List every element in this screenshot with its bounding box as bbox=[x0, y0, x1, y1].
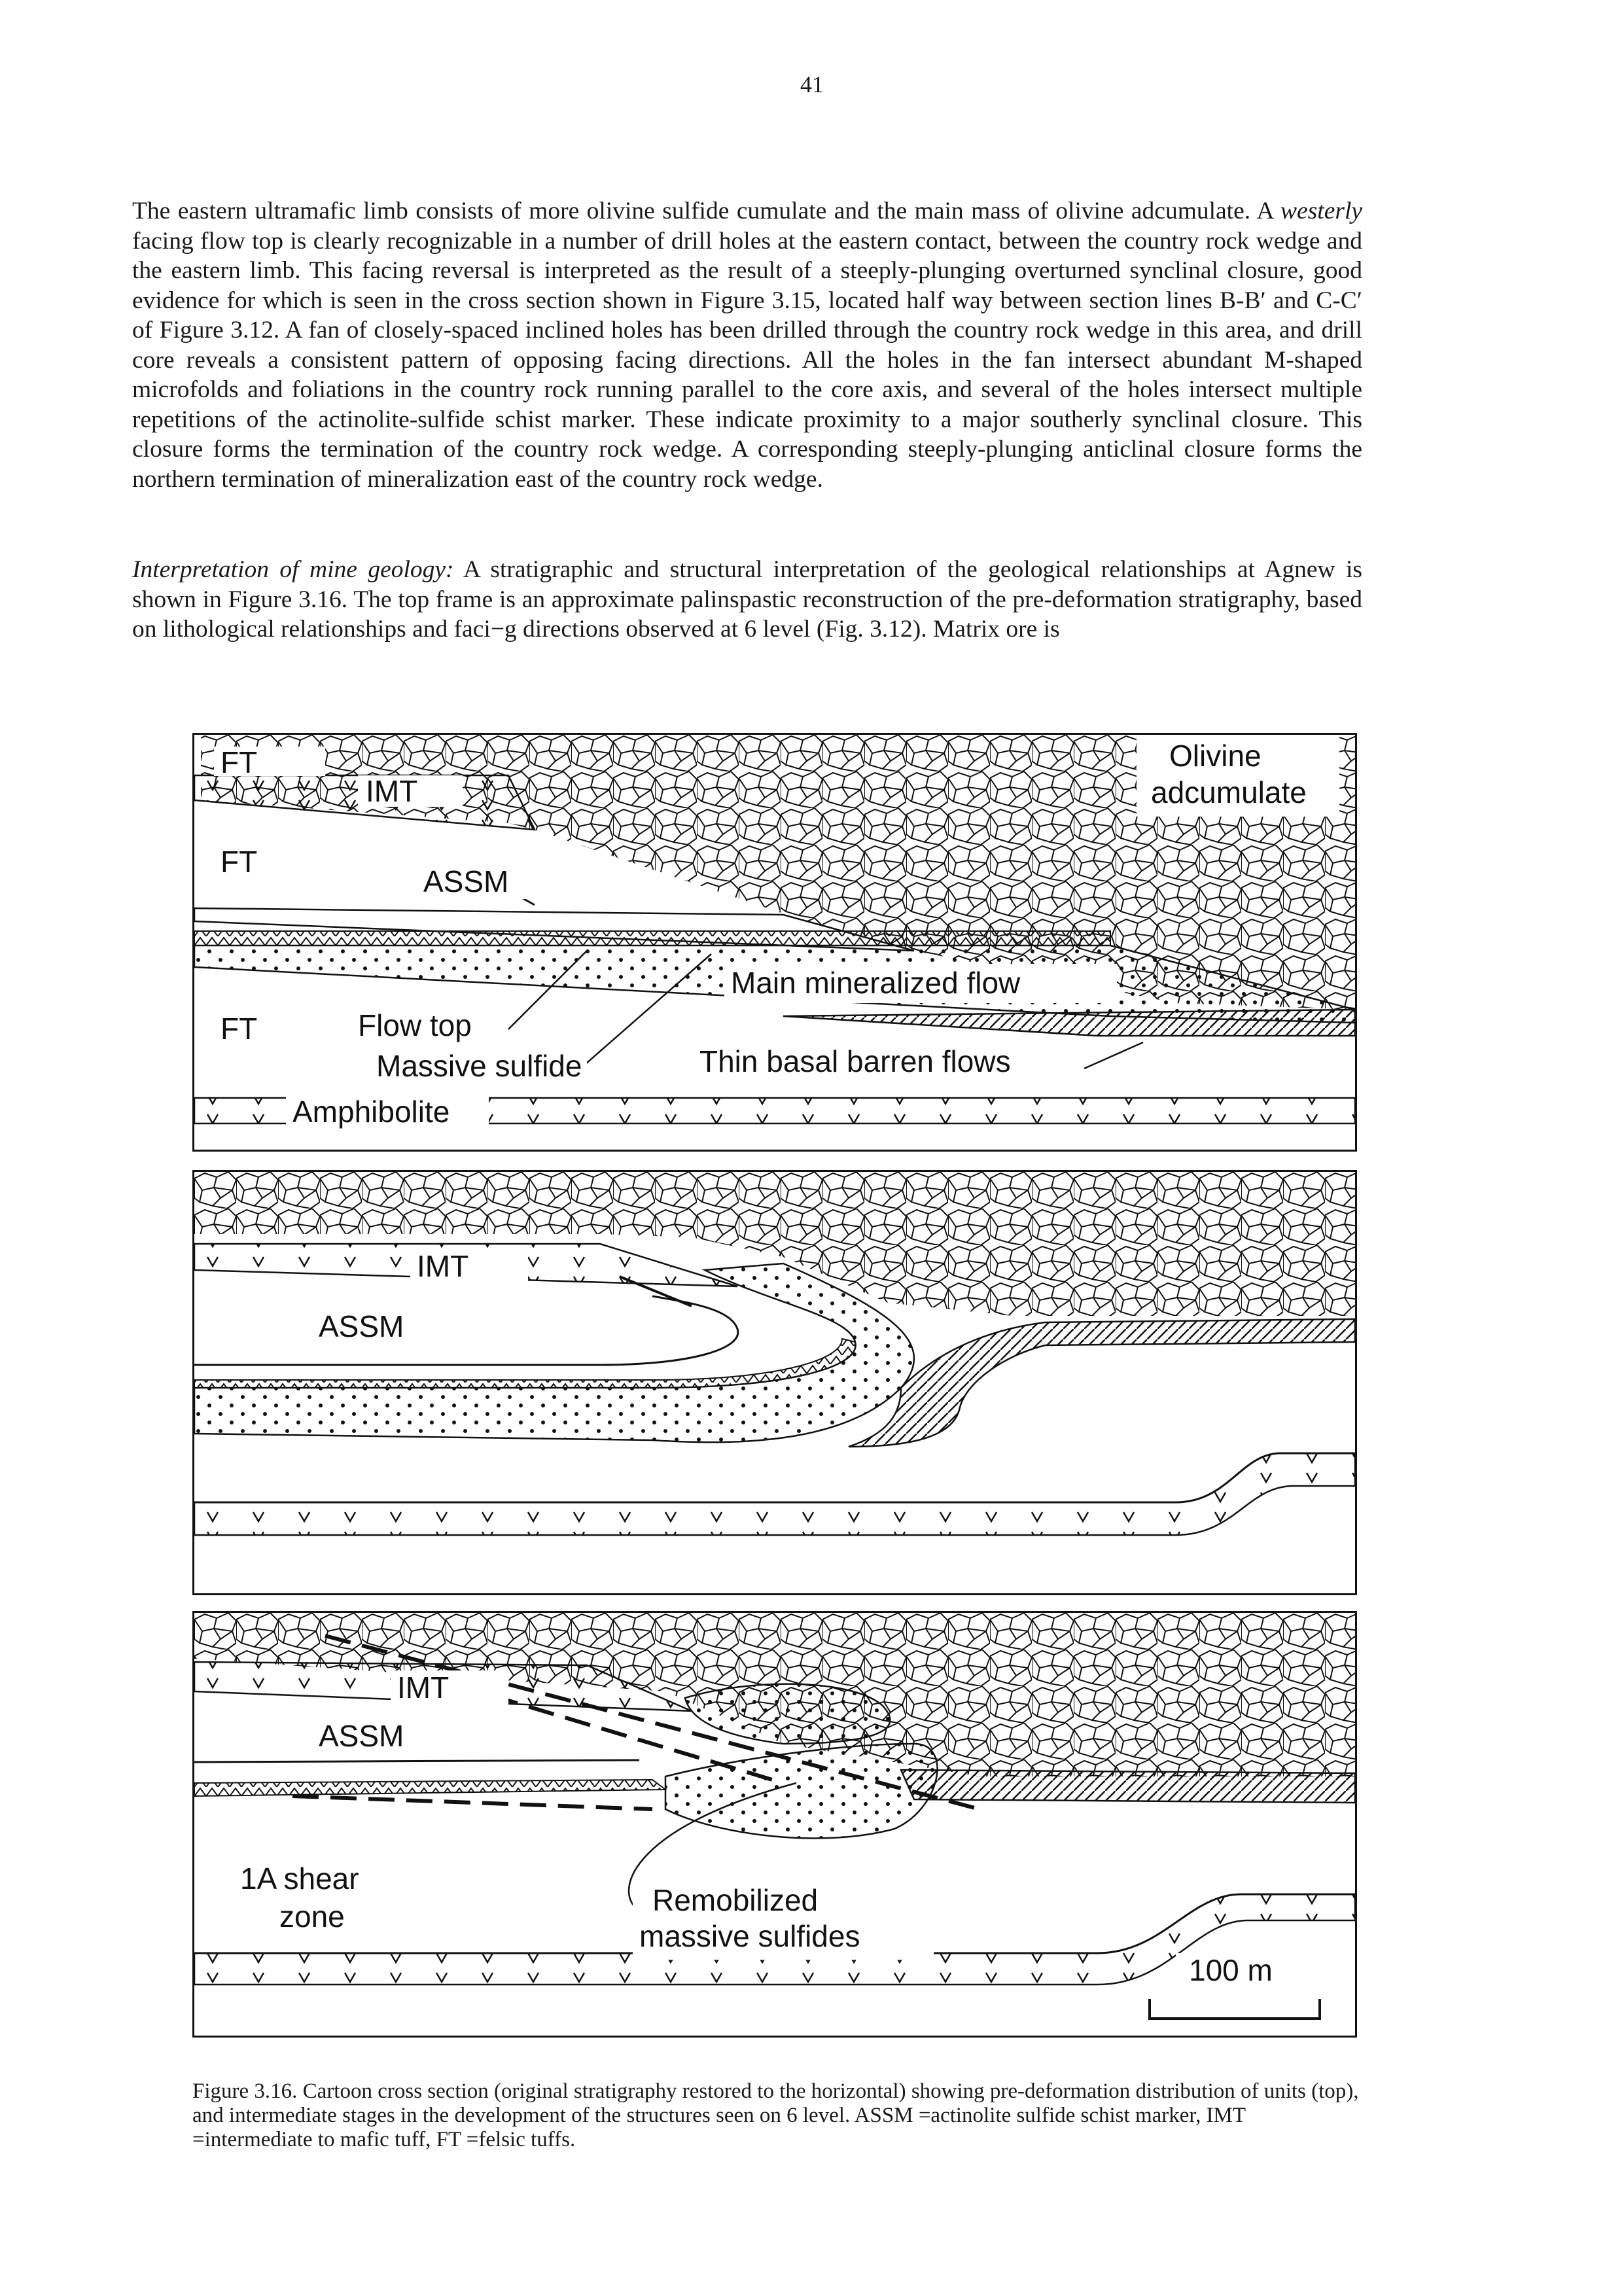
label-olivine: Olivine bbox=[1169, 739, 1262, 773]
flow-top-band bbox=[194, 1780, 665, 1796]
label-ft-1: FT bbox=[221, 745, 258, 779]
label-assm: ASSM bbox=[319, 1719, 404, 1753]
panel-bot-drawing bbox=[194, 1613, 1355, 2036]
label-remobilized-2: massive sulfides bbox=[639, 1919, 860, 1953]
p2-runin-heading: Interpretation of mine geology: bbox=[132, 556, 454, 583]
hatch-fold bbox=[849, 1319, 1355, 1447]
panel-sheared-fold bbox=[192, 1611, 1357, 2038]
label-imt: IMT bbox=[366, 774, 418, 808]
paragraph-mine-geology bbox=[132, 555, 1362, 645]
figure-3-16 bbox=[192, 733, 1357, 2041]
label-flow-top: Flow top bbox=[358, 1008, 472, 1042]
label-shear-zone-2: zone bbox=[279, 1899, 345, 1934]
label-ft-2: FT bbox=[221, 845, 258, 879]
label-ft-3: FT bbox=[221, 1012, 258, 1046]
p1-body: facing flow top is clearly recognizable in a number of drill holes at the eastern contact, between the country rock wedge and the eastern limb. This facing reversal is interpreted as the result of a steeply-plunging overturned synclinal closure, good evidence for which is seen in the cross section shown in Figure 3.15, located half way between section lines B-B′ and C-C′ of Figure 3.12. A fan of closely-spaced inclined holes has been drilled through the country rock wedge in this area, and drill core reveals a consistent pattern of opposing facing directions. All the holes in the fan intersect abundant M-shaped microfolds and foliations in the country rock running parallel to the core axis, and several of the holes intersect multiple repetitions of the actinolite-sulfide schist marker. These indicate proximity to a major southerly synclinal closure. This closure forms the termination of the country rock wedge. A corresponding steeply-plunging anticlinal closure forms the northern termination of mineralization east of the country rock wedge. bbox=[132, 227, 1362, 493]
figure-caption bbox=[192, 2079, 1364, 2152]
thin-basal-leader bbox=[1084, 1042, 1143, 1069]
scale-bar bbox=[1150, 1999, 1320, 2019]
label-adcumulate: adcumulate bbox=[1151, 775, 1307, 809]
assm-band bbox=[194, 1760, 639, 1762]
label-main-flow: Main mineralized flow bbox=[731, 966, 1021, 1000]
label-remobilized-1: Remobilized bbox=[652, 1883, 819, 1917]
caption-text: Figure 3.16. Cartoon cross section (original stratigraphy restored to the horizontal) showing pre-deformation distribution of units (top), and intermediate stages in the development of the structures seen on 6 level. ASSM =actinolite sulfide schist marker, IMT =intermediate to mafic tuff, FT =felsic tuffs. bbox=[192, 2079, 1359, 2151]
label-imt: IMT bbox=[397, 1670, 450, 1704]
page-number: 41 bbox=[800, 71, 824, 97]
label-thin-basal: Thin basal barren flows bbox=[699, 1044, 1011, 1078]
label-imt: IMT bbox=[417, 1249, 469, 1283]
fold-limb bbox=[194, 1263, 914, 1442]
p1-article: A bbox=[1256, 198, 1273, 224]
label-amphibolite: Amphibolite bbox=[292, 1095, 450, 1129]
label-massive-sulfide: Massive sulfide bbox=[376, 1049, 582, 1083]
flow-top-band bbox=[194, 931, 1110, 945]
label-scale-bar: 100 m bbox=[1189, 1953, 1273, 1987]
panel-intermediate-fold bbox=[192, 1170, 1357, 1595]
thin-basal-flows bbox=[783, 1010, 1355, 1036]
panel-mid-drawing bbox=[194, 1172, 1355, 1593]
label-shear-zone-1: 1A shear bbox=[240, 1862, 359, 1896]
label-assm: ASSM bbox=[319, 1309, 404, 1343]
remobilized-lens bbox=[665, 1744, 938, 1838]
p1-sentence-1: The eastern ultramafic limb consists of more olivine sulfide cumulate and the main mass of olivine adcumulate. bbox=[132, 198, 1251, 224]
paragraph-ultramafic-limb bbox=[132, 196, 1362, 494]
upper-lens bbox=[685, 1684, 890, 1744]
p2-body: A stratigraphic and structural interpretation of the geological relationships at Agnew is shown in Figure 3.16. The top frame is an approximate palinspastic reconstruction of the pre-deformation stratigraphy, based on lithological relationships and faci−g directions observed at 6 level (Fig. 3.12). Matrix ore is bbox=[132, 556, 1362, 643]
lower-contact bbox=[194, 1453, 1355, 1502]
label-assm: ASSM bbox=[423, 864, 509, 898]
panel-top-drawing bbox=[194, 735, 1355, 1150]
amphibolite-band bbox=[194, 1453, 1355, 1535]
flow-top-band bbox=[194, 1339, 856, 1388]
panel-pre-deformation bbox=[192, 733, 1357, 1152]
hatch-lens bbox=[901, 1770, 1355, 1803]
p1-westerly: westerly bbox=[1280, 198, 1363, 224]
